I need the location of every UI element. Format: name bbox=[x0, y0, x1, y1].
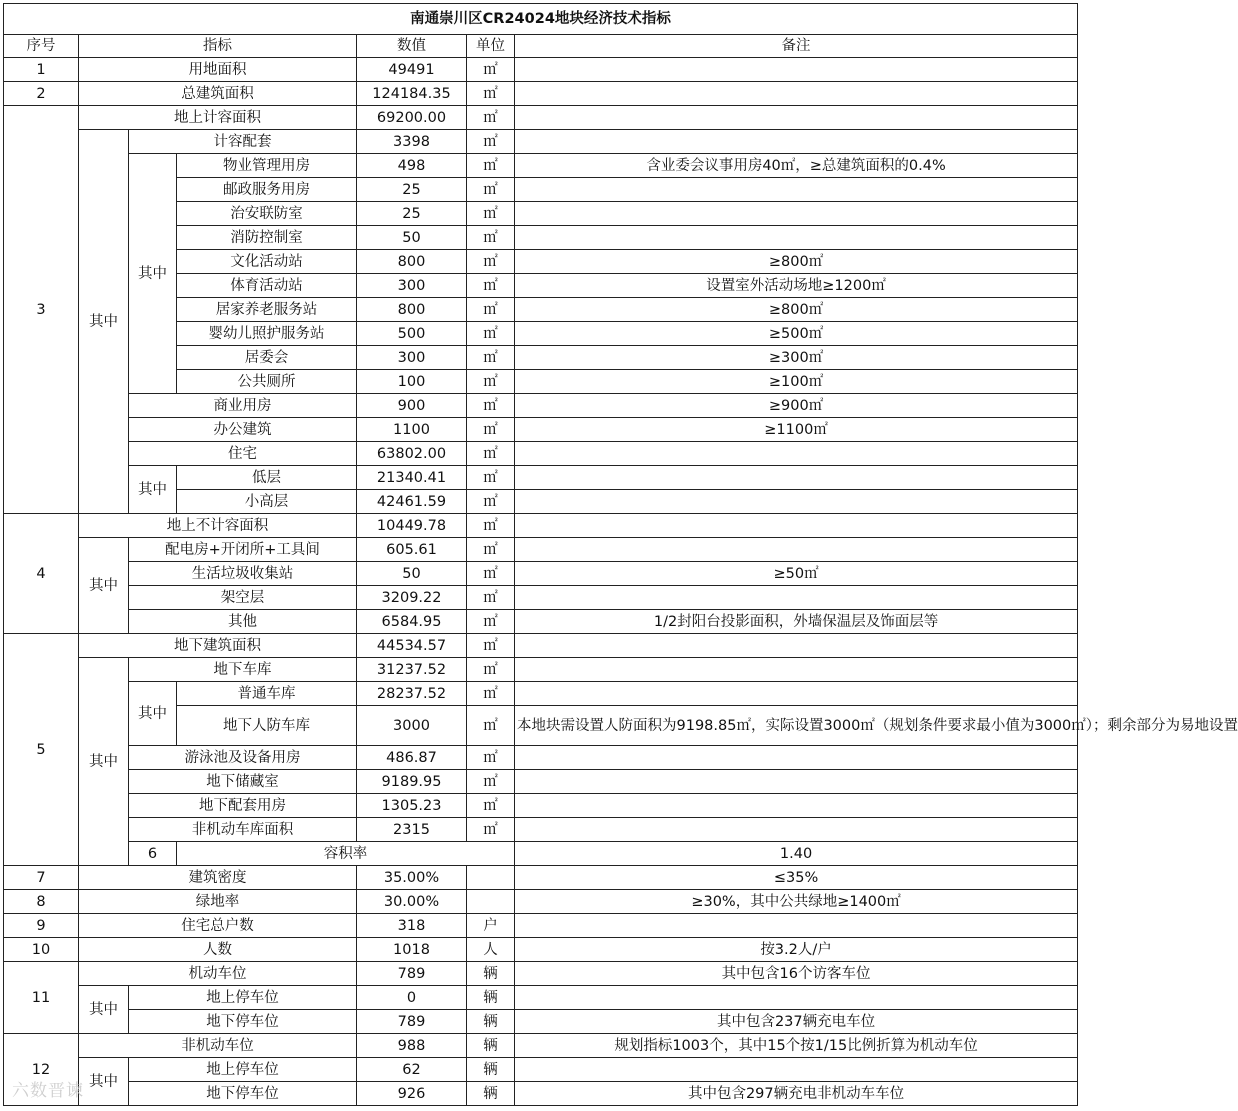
row-value: 1.40 bbox=[515, 842, 1078, 866]
row-value: 2315 bbox=[357, 818, 467, 842]
row-value: 318 bbox=[357, 914, 467, 938]
row-value: 498 bbox=[357, 154, 467, 178]
row-value: 3398 bbox=[357, 130, 467, 154]
row-unit: ㎡ bbox=[467, 634, 515, 658]
row-name: 邮政服务用房 bbox=[177, 178, 357, 202]
row-value: 300 bbox=[357, 346, 467, 370]
row-note bbox=[515, 202, 1078, 226]
row-unit: ㎡ bbox=[467, 770, 515, 794]
row-note bbox=[515, 226, 1078, 250]
row-seq: 9 bbox=[4, 914, 79, 938]
row-value: 31237.52 bbox=[357, 658, 467, 682]
table-row bbox=[4, 658, 1078, 682]
row-name: 容积率 bbox=[177, 842, 515, 866]
row-name: 小高层 bbox=[177, 490, 357, 514]
table-title: 南通崇川区CR24024地块经济技术指标 bbox=[4, 4, 1078, 35]
row-value: 10449.78 bbox=[357, 514, 467, 538]
table-row bbox=[4, 442, 1078, 466]
row-unit: ㎡ bbox=[467, 322, 515, 346]
row-note: ≥500㎡ bbox=[515, 322, 1078, 346]
row-unit: ㎡ bbox=[467, 418, 515, 442]
row-value: 62 bbox=[357, 1058, 467, 1082]
row-name: 架空层 bbox=[129, 586, 357, 610]
row-seq: 10 bbox=[4, 938, 79, 962]
row-note bbox=[515, 746, 1078, 770]
table-row bbox=[4, 938, 1078, 962]
watermark: 六数晋谏 bbox=[12, 1081, 84, 1101]
table-row bbox=[4, 818, 1078, 842]
row-name: 地下人防车库 bbox=[177, 706, 357, 746]
row-note: ≥900㎡ bbox=[515, 394, 1078, 418]
qizhong-label: 其中 bbox=[129, 682, 177, 746]
row-name: 其他 bbox=[129, 610, 357, 634]
row-seq: 1 bbox=[4, 58, 79, 82]
row-unit: ㎡ bbox=[467, 538, 515, 562]
table-row bbox=[4, 562, 1078, 586]
row-note bbox=[515, 514, 1078, 538]
row-name: 居家养老服务站 bbox=[177, 298, 357, 322]
row-unit: ㎡ bbox=[467, 178, 515, 202]
row-seq: 6 bbox=[129, 842, 177, 866]
row-name: 地下建筑面积 bbox=[79, 634, 357, 658]
row-name: 机动车位 bbox=[79, 962, 357, 986]
table-row bbox=[4, 82, 1078, 106]
row-note: 规划指标1003个，其中15个按1/15比例折算为机动车位 bbox=[515, 1034, 1078, 1058]
row-value: 300 bbox=[357, 274, 467, 298]
table-row bbox=[4, 610, 1078, 634]
row-name: 游泳池及设备用房 bbox=[129, 746, 357, 770]
row-value: 0 bbox=[357, 986, 467, 1010]
row-note: ≤35% bbox=[515, 866, 1078, 890]
row-value: 100 bbox=[357, 370, 467, 394]
qizhong-label: 其中 bbox=[129, 154, 177, 394]
row-unit: ㎡ bbox=[467, 298, 515, 322]
row-note: ≥1100㎡ bbox=[515, 418, 1078, 442]
row-name: 计容配套 bbox=[129, 130, 357, 154]
row-note: ≥800㎡ bbox=[515, 250, 1078, 274]
table-row bbox=[4, 794, 1078, 818]
row-note bbox=[515, 58, 1078, 82]
row-name: 公共厕所 bbox=[177, 370, 357, 394]
row-name: 非机动车位 bbox=[79, 1034, 357, 1058]
row-unit: 辆 bbox=[467, 1034, 515, 1058]
row-note bbox=[515, 178, 1078, 202]
row-name: 绿地率 bbox=[79, 890, 357, 914]
row-name: 商业用房 bbox=[129, 394, 357, 418]
row-unit: ㎡ bbox=[467, 274, 515, 298]
row-note: 含业委会议事用房40㎡，≥总建筑面积的0.4% bbox=[515, 154, 1078, 178]
row-value: 3209.22 bbox=[357, 586, 467, 610]
table-row bbox=[4, 682, 1078, 706]
row-value: 3000 bbox=[357, 706, 467, 746]
row-unit: ㎡ bbox=[467, 442, 515, 466]
header-note: 备注 bbox=[515, 35, 1078, 58]
table-row bbox=[4, 154, 1078, 178]
row-note bbox=[515, 794, 1078, 818]
row-unit: ㎡ bbox=[467, 682, 515, 706]
row-value: 800 bbox=[357, 298, 467, 322]
row-name: 地上不计容面积 bbox=[79, 514, 357, 538]
row-unit: ㎡ bbox=[467, 746, 515, 770]
row-note bbox=[515, 986, 1078, 1010]
row-name: 生活垃圾收集站 bbox=[129, 562, 357, 586]
row-value: 30.00% bbox=[357, 890, 467, 914]
row-note bbox=[515, 634, 1078, 658]
row-seq: 4 bbox=[4, 514, 79, 634]
row-name: 文化活动站 bbox=[177, 250, 357, 274]
table-row bbox=[4, 842, 1078, 866]
row-value: 49491 bbox=[357, 58, 467, 82]
row-note: ≥50㎡ bbox=[515, 562, 1078, 586]
row-unit: ㎡ bbox=[467, 706, 515, 746]
table-row bbox=[4, 418, 1078, 442]
table-row bbox=[4, 514, 1078, 538]
table-row bbox=[4, 866, 1078, 890]
table-row bbox=[4, 746, 1078, 770]
row-unit: 辆 bbox=[467, 962, 515, 986]
row-note bbox=[515, 466, 1078, 490]
row-note bbox=[515, 538, 1078, 562]
row-note bbox=[515, 106, 1078, 130]
row-value: 25 bbox=[357, 178, 467, 202]
row-note bbox=[515, 658, 1078, 682]
header-item: 指标 bbox=[79, 35, 357, 58]
header-seq: 序号 bbox=[4, 35, 79, 58]
row-name: 地上停车位 bbox=[129, 986, 357, 1010]
row-unit: ㎡ bbox=[467, 154, 515, 178]
table-row bbox=[4, 538, 1078, 562]
indicator-table bbox=[3, 3, 1238, 1106]
row-name: 地下停车位 bbox=[129, 1010, 357, 1034]
row-unit: ㎡ bbox=[467, 58, 515, 82]
table-row bbox=[4, 106, 1078, 130]
row-name: 体育活动站 bbox=[177, 274, 357, 298]
row-seq: 2 bbox=[4, 82, 79, 106]
qizhong-label: 其中 bbox=[79, 1058, 129, 1106]
row-note bbox=[515, 490, 1078, 514]
row-note: ≥300㎡ bbox=[515, 346, 1078, 370]
row-name: 地下储藏室 bbox=[129, 770, 357, 794]
row-unit: ㎡ bbox=[467, 610, 515, 634]
row-note: 其中包含237辆充电车位 bbox=[515, 1010, 1078, 1034]
header-value: 数值 bbox=[357, 35, 467, 58]
row-unit: ㎡ bbox=[467, 82, 515, 106]
table-row bbox=[4, 130, 1078, 154]
row-value: 500 bbox=[357, 322, 467, 346]
table-row bbox=[4, 770, 1078, 794]
qizhong-label: 其中 bbox=[79, 986, 129, 1034]
row-name: 地上计容面积 bbox=[79, 106, 357, 130]
table-row bbox=[4, 634, 1078, 658]
row-unit: ㎡ bbox=[467, 202, 515, 226]
row-name: 婴幼儿照护服务站 bbox=[177, 322, 357, 346]
row-name: 办公建筑 bbox=[129, 418, 357, 442]
header-unit: 单位 bbox=[467, 35, 515, 58]
row-name: 治安联防室 bbox=[177, 202, 357, 226]
row-value: 1018 bbox=[357, 938, 467, 962]
qizhong-label: 其中 bbox=[79, 130, 129, 514]
row-note: 本地块需设置人防面积为9198.85㎡，实际设置3000㎡（规划条件要求最小值为3000㎡）；剩余部分为易地设置 bbox=[515, 706, 1078, 746]
qizhong-label: 其中 bbox=[79, 658, 129, 866]
row-unit: ㎡ bbox=[467, 490, 515, 514]
row-unit: ㎡ bbox=[467, 370, 515, 394]
table-row bbox=[4, 58, 1078, 82]
row-name: 配电房+开闭所+工具间 bbox=[129, 538, 357, 562]
row-value: 605.61 bbox=[357, 538, 467, 562]
row-value: 789 bbox=[357, 962, 467, 986]
row-note bbox=[515, 770, 1078, 794]
row-value: 25 bbox=[357, 202, 467, 226]
row-value: 486.87 bbox=[357, 746, 467, 770]
row-unit: ㎡ bbox=[467, 794, 515, 818]
row-value: 28237.52 bbox=[357, 682, 467, 706]
row-value: 50 bbox=[357, 226, 467, 250]
row-unit: 辆 bbox=[467, 1082, 515, 1106]
row-note bbox=[515, 682, 1078, 706]
row-value: 988 bbox=[357, 1034, 467, 1058]
table-row bbox=[4, 1082, 1078, 1106]
table-row bbox=[4, 586, 1078, 610]
row-unit: 辆 bbox=[467, 986, 515, 1010]
row-value: 50 bbox=[357, 562, 467, 586]
row-seq: 5 bbox=[4, 634, 79, 866]
row-unit: 户 bbox=[467, 914, 515, 938]
table-row bbox=[4, 1034, 1078, 1058]
row-value: 6584.95 bbox=[357, 610, 467, 634]
row-note bbox=[515, 442, 1078, 466]
row-name: 人数 bbox=[79, 938, 357, 962]
row-name: 建筑密度 bbox=[79, 866, 357, 890]
row-name: 地下停车位 bbox=[129, 1082, 357, 1106]
row-seq: 11 bbox=[4, 962, 79, 1034]
row-name: 居委会 bbox=[177, 346, 357, 370]
row-unit bbox=[467, 890, 515, 914]
row-name: 消防控制室 bbox=[177, 226, 357, 250]
row-note: 其中包含297辆充电非机动车车位 bbox=[515, 1082, 1078, 1106]
row-note: ≥800㎡ bbox=[515, 298, 1078, 322]
row-name: 低层 bbox=[177, 466, 357, 490]
row-note bbox=[515, 914, 1078, 938]
row-unit: ㎡ bbox=[467, 466, 515, 490]
row-note bbox=[515, 818, 1078, 842]
row-value: 42461.59 bbox=[357, 490, 467, 514]
row-note: 设置室外活动场地≥1200㎡ bbox=[515, 274, 1078, 298]
table-row bbox=[4, 394, 1078, 418]
row-note: 1/2封阳台投影面积，外墙保温层及饰面层等 bbox=[515, 610, 1078, 634]
row-unit: ㎡ bbox=[467, 394, 515, 418]
row-value: 926 bbox=[357, 1082, 467, 1106]
row-unit: 辆 bbox=[467, 1010, 515, 1034]
row-note bbox=[515, 82, 1078, 106]
row-value: 1305.23 bbox=[357, 794, 467, 818]
row-value: 1100 bbox=[357, 418, 467, 442]
row-seq: 3 bbox=[4, 106, 79, 514]
row-unit: ㎡ bbox=[467, 514, 515, 538]
row-value: 789 bbox=[357, 1010, 467, 1034]
row-value: 69200.00 bbox=[357, 106, 467, 130]
qizhong-label: 其中 bbox=[129, 466, 177, 514]
row-unit: ㎡ bbox=[467, 818, 515, 842]
row-unit: ㎡ bbox=[467, 346, 515, 370]
row-seq: 12 bbox=[4, 1034, 79, 1106]
row-value: 21340.41 bbox=[357, 466, 467, 490]
row-unit: 人 bbox=[467, 938, 515, 962]
row-name: 地下配套用房 bbox=[129, 794, 357, 818]
table-row bbox=[4, 914, 1078, 938]
row-seq: 8 bbox=[4, 890, 79, 914]
row-unit: ㎡ bbox=[467, 130, 515, 154]
row-note: 按3.2人/户 bbox=[515, 938, 1078, 962]
row-unit: ㎡ bbox=[467, 658, 515, 682]
row-value: 35.00% bbox=[357, 866, 467, 890]
row-value: 44534.57 bbox=[357, 634, 467, 658]
row-name: 住宅 bbox=[129, 442, 357, 466]
row-name: 总建筑面积 bbox=[79, 82, 357, 106]
row-seq: 7 bbox=[4, 866, 79, 890]
table-row bbox=[4, 962, 1078, 986]
row-value: 63802.00 bbox=[357, 442, 467, 466]
row-value: 900 bbox=[357, 394, 467, 418]
row-unit: ㎡ bbox=[467, 586, 515, 610]
row-value: 124184.35 bbox=[357, 82, 467, 106]
table-row bbox=[4, 466, 1078, 490]
row-note: 其中包含16个访客车位 bbox=[515, 962, 1078, 986]
qizhong-label: 其中 bbox=[79, 538, 129, 634]
table-row bbox=[4, 1058, 1078, 1082]
row-unit: ㎡ bbox=[467, 106, 515, 130]
row-value: 9189.95 bbox=[357, 770, 467, 794]
row-note bbox=[515, 1058, 1078, 1082]
row-value: 800 bbox=[357, 250, 467, 274]
row-unit: ㎡ bbox=[467, 562, 515, 586]
row-unit bbox=[467, 866, 515, 890]
row-name: 地下车库 bbox=[129, 658, 357, 682]
row-note bbox=[515, 586, 1078, 610]
row-name: 住宅总户数 bbox=[79, 914, 357, 938]
table-row bbox=[4, 986, 1078, 1010]
row-note: ≥30%，其中公共绿地≥1400㎡ bbox=[515, 890, 1078, 914]
row-name: 物业管理用房 bbox=[177, 154, 357, 178]
row-name: 非机动车库面积 bbox=[129, 818, 357, 842]
row-note bbox=[515, 130, 1078, 154]
table-row bbox=[4, 890, 1078, 914]
row-unit: ㎡ bbox=[467, 250, 515, 274]
row-note: ≥100㎡ bbox=[515, 370, 1078, 394]
table-row bbox=[4, 1010, 1078, 1034]
row-name: 普通车库 bbox=[177, 682, 357, 706]
row-unit: 辆 bbox=[467, 1058, 515, 1082]
row-name: 地上停车位 bbox=[129, 1058, 357, 1082]
row-name: 用地面积 bbox=[79, 58, 357, 82]
row-unit: ㎡ bbox=[467, 226, 515, 250]
